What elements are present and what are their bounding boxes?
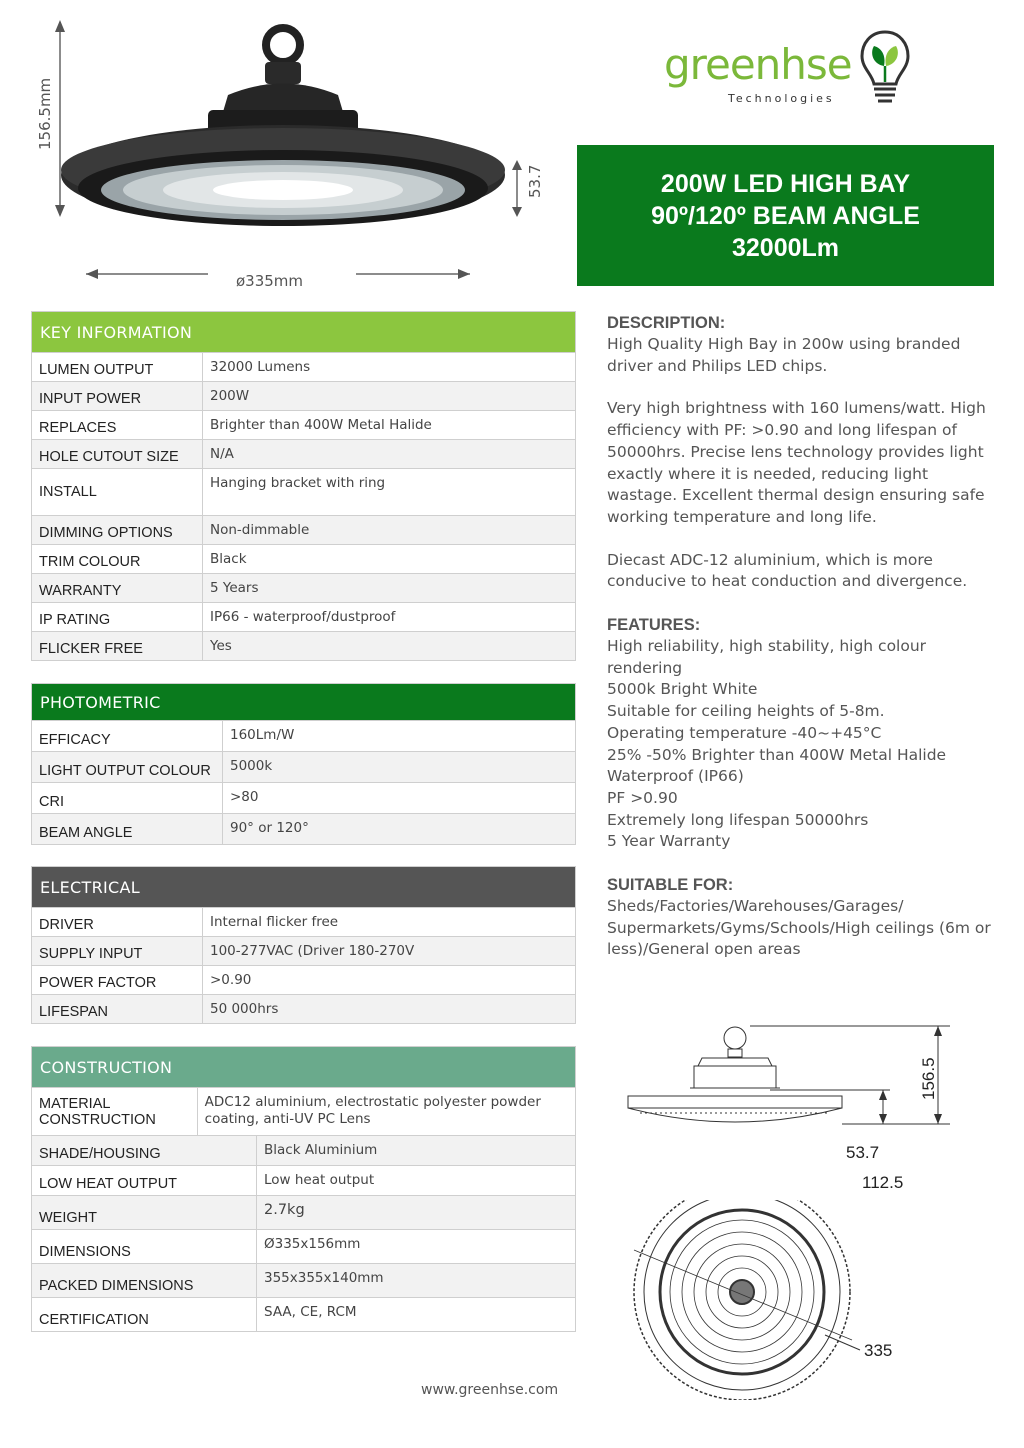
row-value: Black	[210, 551, 247, 567]
table-row	[32, 751, 575, 782]
row-label: LIFESPAN	[32, 995, 203, 1023]
feature-item: Extremely long lifespan 50000hrs	[607, 810, 869, 829]
row-label: POWER FACTOR	[32, 966, 203, 994]
construction-table	[31, 1046, 576, 1332]
row-label: LIGHT OUTPUT COLOUR	[32, 752, 223, 782]
table-row	[32, 381, 575, 410]
table-row	[32, 1195, 575, 1229]
top-view-drawing	[620, 1200, 950, 1400]
description-column	[607, 312, 997, 961]
row-label: SHADE/HOUSING	[32, 1136, 257, 1165]
row-label: EFFICACY	[32, 721, 223, 751]
row-label: FLICKER FREE	[32, 632, 203, 660]
bulb-leaf-icon	[858, 26, 912, 106]
row-value: Hanging bracket with ring	[210, 475, 386, 491]
table-row	[32, 410, 575, 439]
row-label: IP RATING	[32, 603, 203, 631]
table-row	[32, 782, 575, 813]
row-label: WARRANTY	[32, 574, 203, 602]
feature-item: 25% -50% Brighter than 400W Metal Halide	[607, 745, 947, 764]
row-value: N/A	[210, 446, 234, 462]
row-value: 160Lm/W	[230, 727, 295, 743]
suitable-heading: SUITABLE FOR:	[607, 876, 734, 895]
electrical-table	[31, 866, 576, 1024]
side-view-drawing	[620, 1018, 950, 1198]
key-information-header: KEY INFORMATION	[32, 312, 575, 352]
table-row	[32, 720, 575, 751]
row-value: Ø335x156mm	[264, 1236, 361, 1252]
row-label: SUPPLY INPUT	[32, 937, 203, 965]
table-row	[32, 1087, 575, 1135]
table-row	[32, 1297, 575, 1331]
row-label: DRIVER	[32, 908, 203, 936]
product-image	[20, 10, 560, 300]
row-value: Low heat output	[264, 1172, 375, 1188]
product-title-banner	[577, 145, 994, 286]
table-row	[32, 1135, 575, 1165]
row-label: MATERIAL CONSTRUCTION	[32, 1088, 198, 1135]
website-link[interactable]: www.greenhse.com	[421, 1382, 559, 1398]
row-value: 5000k	[230, 758, 273, 774]
row-value: 100-277VAC (Driver 180-270V	[210, 943, 415, 959]
feature-item: Operating temperature -40~+45°C	[607, 723, 882, 742]
row-value: IP66 - waterproof/dustproof	[210, 609, 396, 625]
title-line-3: 32000Lm	[731, 233, 840, 262]
row-label: LOW HEAT OUTPUT	[32, 1166, 257, 1195]
row-label: LUMEN OUTPUT	[32, 353, 203, 381]
features-heading: FEATURES:	[607, 616, 701, 635]
row-label: PACKED DIMENSIONS	[32, 1264, 257, 1297]
diameter-dimension-label: ø335mm	[236, 272, 304, 290]
feature-item: 5000k Bright White	[607, 680, 758, 699]
key-information-table	[31, 311, 576, 661]
row-value: Black Aluminium	[264, 1142, 378, 1158]
feature-item: Waterproof (IP66)	[607, 767, 744, 786]
row-label: DIMENSIONS	[32, 1230, 257, 1263]
row-value: 5 Years	[210, 580, 259, 596]
row-value: 200W	[210, 388, 250, 404]
table-row	[32, 573, 575, 602]
table-row	[32, 631, 575, 660]
photometric-table	[31, 683, 576, 845]
row-value: 90° or 120°	[230, 820, 309, 836]
row-label: DIMMING OPTIONS	[32, 516, 203, 544]
table-row	[32, 907, 575, 936]
row-value: >0.90	[210, 972, 252, 988]
row-label: WEIGHT	[32, 1196, 257, 1229]
table-row	[32, 439, 575, 468]
row-label: INPUT POWER	[32, 382, 203, 410]
feature-item: PF >0.90	[607, 788, 678, 807]
logo-wordmark: greenhse	[664, 40, 852, 89]
table-row	[32, 1263, 575, 1297]
row-value: Yes	[210, 638, 232, 654]
title-line-2: 90º/120º BEAM ANGLE	[651, 201, 920, 230]
table-row	[32, 468, 575, 515]
table-row	[32, 994, 575, 1023]
table-row	[32, 813, 575, 844]
row-value: 355x355x140mm	[264, 1270, 384, 1286]
row-label: BEAM ANGLE	[32, 814, 223, 844]
height-dimension-label: 156.5mm	[36, 77, 54, 150]
table-row	[32, 1229, 575, 1263]
electrical-header: ELECTRICAL	[32, 867, 575, 907]
table-row	[32, 544, 575, 573]
row-value: Internal flicker free	[210, 914, 339, 930]
construction-header: CONSTRUCTION	[32, 1047, 575, 1087]
drawing-height-label: 156.5	[919, 1057, 938, 1100]
table-row	[32, 1165, 575, 1195]
row-label: TRIM COLOUR	[32, 545, 203, 573]
table-row	[32, 602, 575, 631]
drawing-body-label: 112.5	[862, 1173, 904, 1192]
row-value: SAA, CE, RCM	[264, 1304, 357, 1320]
suitable-text: Sheds/Factories/Warehouses/Garages/ Supermarkets/Gyms/Schools/High ceilings (6m or less)/General open areas	[607, 897, 991, 959]
row-label: CRI	[32, 783, 223, 813]
row-value: 32000 Lumens	[210, 359, 311, 375]
row-label: CERTIFICATION	[32, 1298, 257, 1331]
drawing-depth-label: 53.7	[846, 1143, 880, 1162]
table-row	[32, 965, 575, 994]
feature-item: Suitable for ceiling heights of 5-8m.	[607, 702, 885, 721]
description-para-1: High Quality High Bay in 200w using branded driver and Philips LED chips.	[607, 335, 961, 375]
row-value: ADC12 aluminium, electrostatic polyester powder coating, anti-UV PC Lens	[204, 1094, 541, 1127]
drawing-diameter-label: 335	[864, 1341, 893, 1360]
table-row	[32, 515, 575, 544]
feature-item: 5 Year Warranty	[607, 832, 731, 851]
row-value: >80	[230, 789, 259, 805]
table-row	[32, 352, 575, 381]
row-value: 50 000hrs	[210, 1001, 279, 1017]
row-label: INSTALL	[32, 469, 203, 515]
row-label: REPLACES	[32, 411, 203, 439]
row-value: 2.7kg	[264, 1202, 305, 1218]
row-value: Non-dimmable	[210, 522, 310, 538]
photometric-header: PHOTOMETRIC	[32, 684, 575, 720]
description-heading: DESCRIPTION:	[607, 314, 726, 332]
description-para-3: Diecast ADC-12 aluminium, which is more conducive to heat conduction and divergence.	[607, 550, 968, 591]
row-label: HOLE CUTOUT SIZE	[32, 440, 203, 468]
feature-item: High reliability, high stability, high colour rendering	[607, 637, 927, 677]
description-para-2: Very high brightness with 160 lumens/watt. High efficiency with PF: >0.90 and long lifespan of 50000hrs. Precise lens technology provides light exactly where it is needed, reducing light wastage. Excellent thermal design ensuring safe working temperature and long life.	[607, 399, 986, 526]
depth-dimension-label: 53.7	[526, 164, 544, 198]
title-line-1: 200W LED HIGH BAY	[660, 169, 911, 198]
table-row	[32, 936, 575, 965]
row-value: Brighter than 400W Metal Halide	[210, 417, 432, 433]
brand-logo	[660, 22, 920, 112]
logo-subtitle: Technologies	[728, 92, 835, 105]
